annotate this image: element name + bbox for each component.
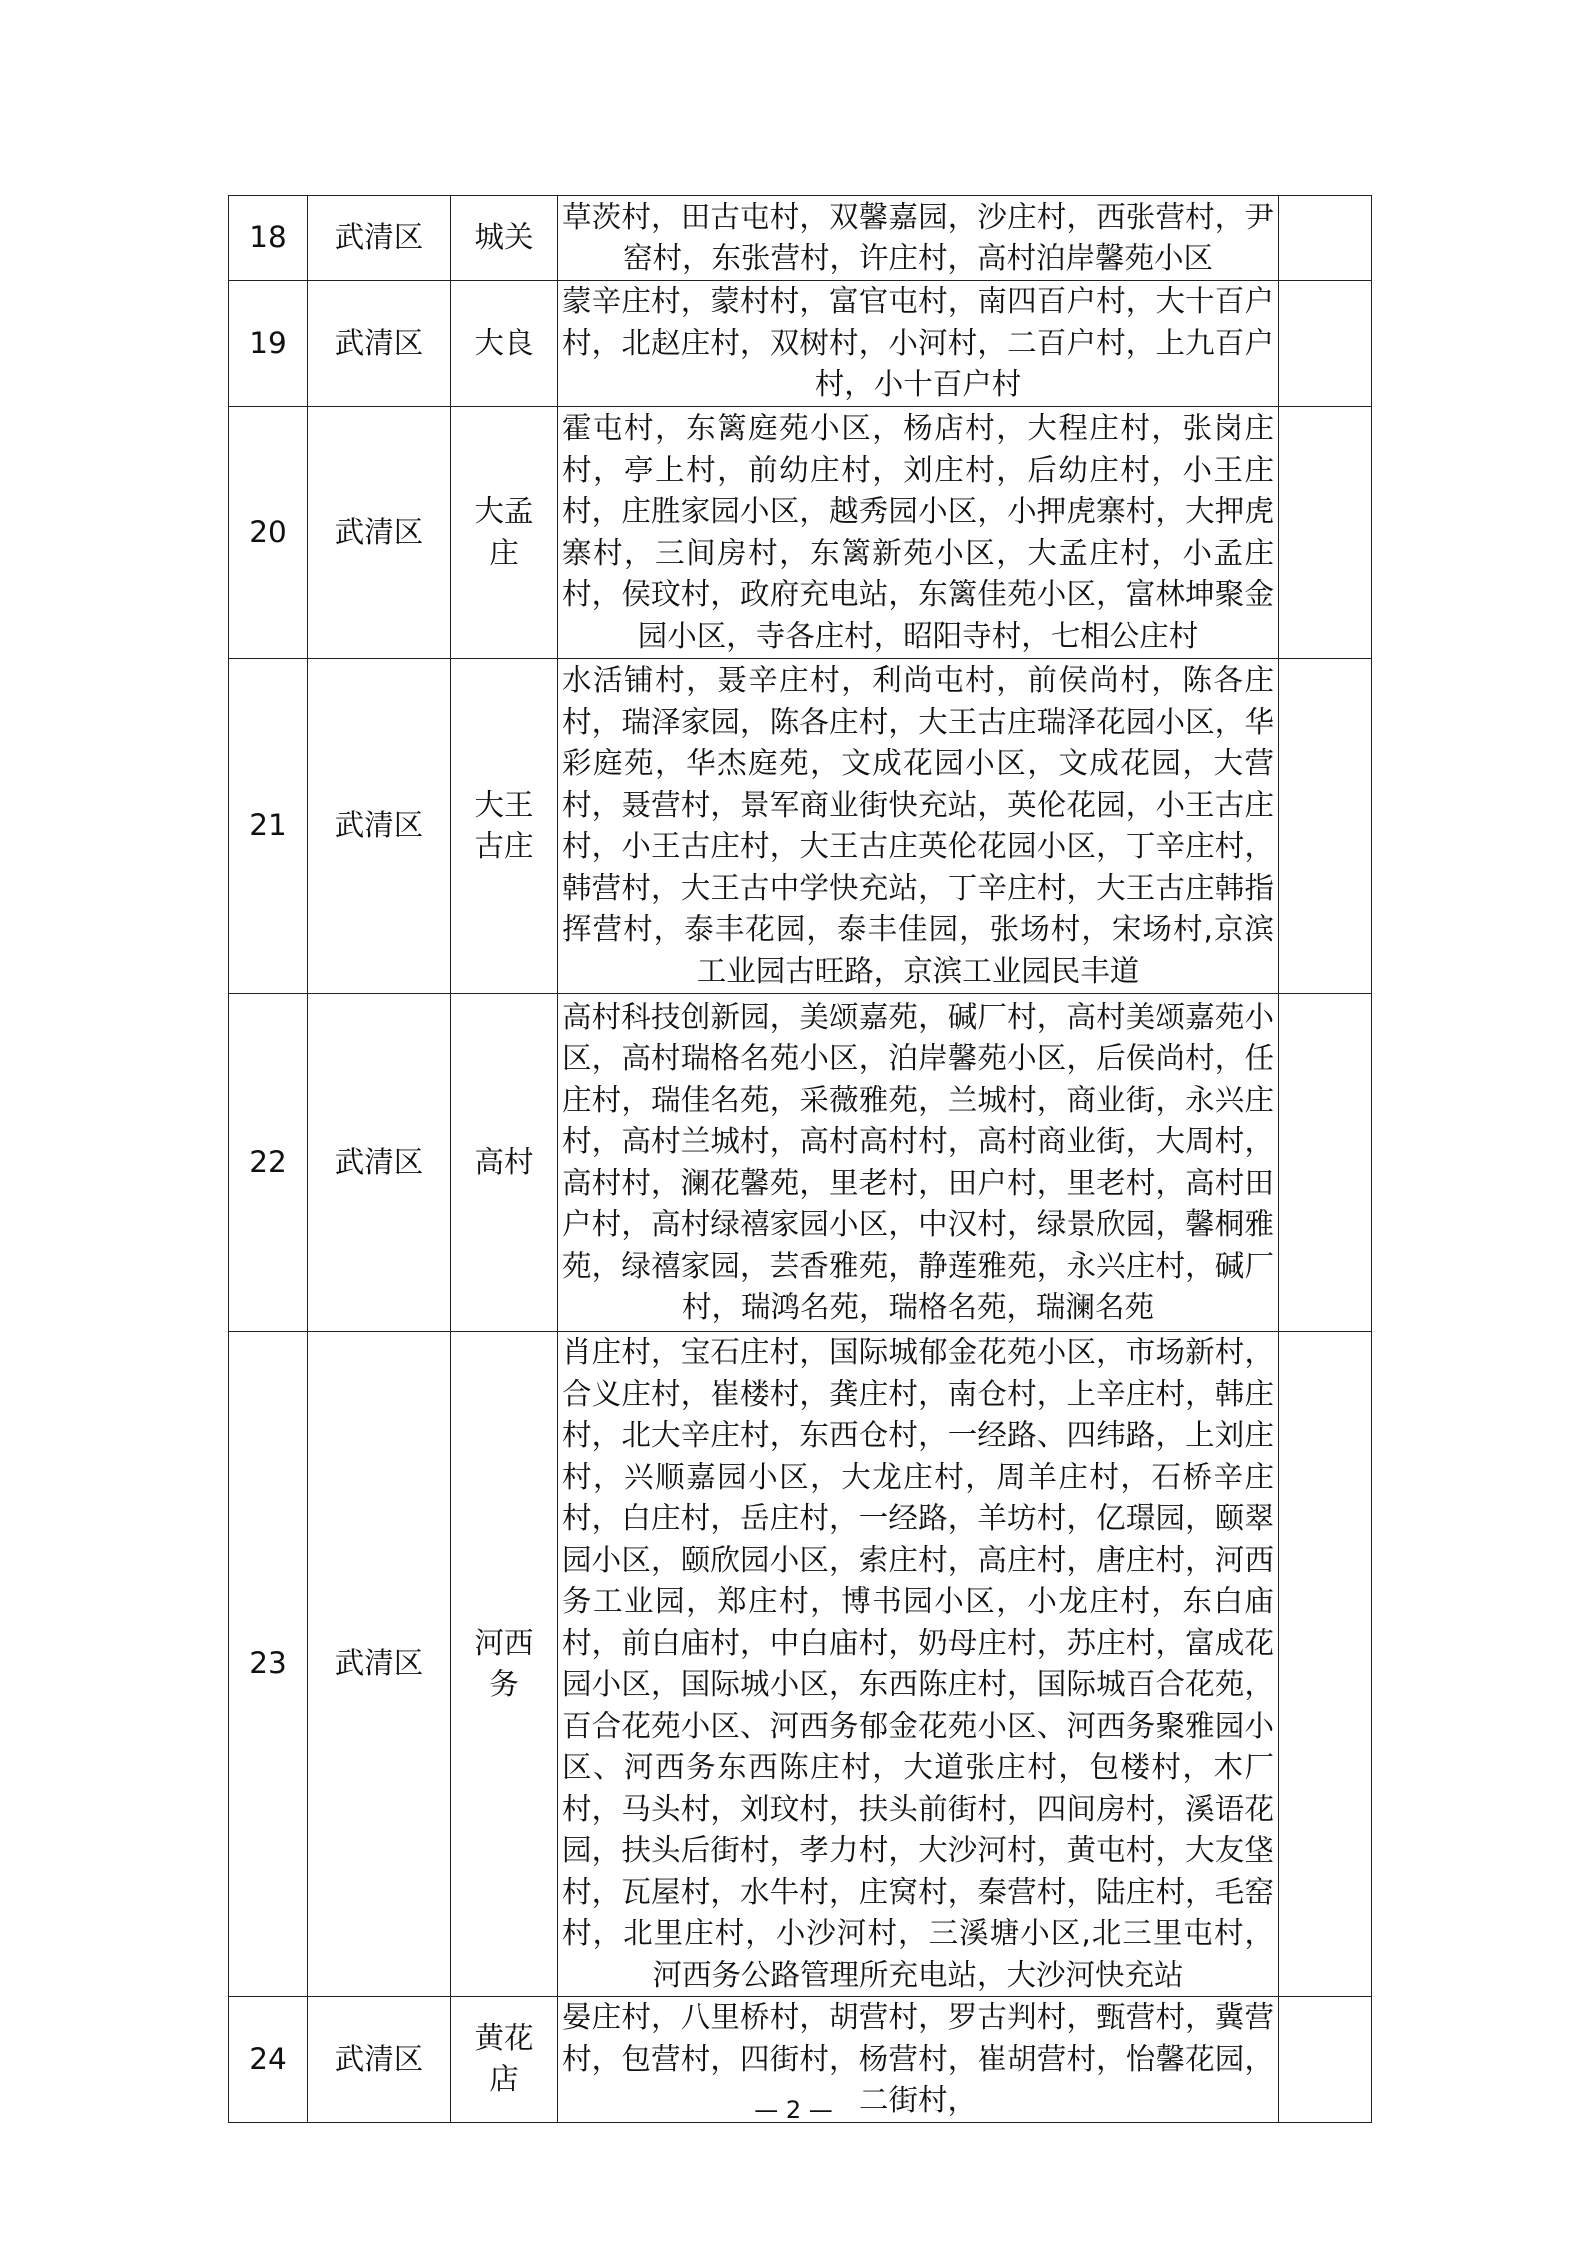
row-number: 19: [229, 281, 308, 407]
district-cell: 武清区: [308, 1332, 451, 1997]
town-cell: 城关: [451, 196, 558, 281]
row-number: 20: [229, 407, 308, 659]
town-cell: 黄花店: [451, 1997, 558, 2123]
remarks-cell: [1279, 994, 1372, 1332]
places-cell: 高村科技创新园，美颂嘉苑，碱厂村，高村美颂嘉苑小区，高村瑞格名苑小区，泊岸馨苑小区，后侯尚村，任庄村，瑞佳名苑，采薇雅苑，兰城村，商业街，永兴庄村，高村兰城村，高村高村村，高村商业街，大周村，高村村，澜花馨苑，里老村，田户村，里老村，高村田户村，高村绿禧家园小区，中汉村，绿景欣园，馨桐雅苑，绿禧家园，芸香雅苑，静莲雅苑，永兴庄村，碱厂村，瑞鸿名苑，瑞格名苑，瑞澜名苑: [558, 994, 1279, 1332]
places-cell: 晏庄村，八里桥村，胡营村，罗古判村，甄营村，冀营村，包营村，四街村，杨营村，崔胡营村，怡馨花园，二街村，: [558, 1997, 1279, 2123]
row-number: 21: [229, 659, 308, 994]
district-cell: 武清区: [308, 281, 451, 407]
row-number: 24: [229, 1997, 308, 2123]
remarks-cell: [1279, 196, 1372, 281]
table-row: [229, 1332, 1372, 1997]
town-cell: 大良: [451, 281, 558, 407]
row-number: 23: [229, 1332, 308, 1997]
town-cell: 高村: [451, 994, 558, 1332]
remarks-cell: [1279, 659, 1372, 994]
district-cell: 武清区: [308, 994, 451, 1332]
places-cell: 水活铺村，聂辛庄村，利尚屯村，前侯尚村，陈各庄村，瑞泽家园，陈各庄村，大王古庄瑞泽花园小区，华彩庭苑，华杰庭苑，文成花园小区，文成花园，大营村，聂营村，景军商业街快充站，英伦花园，小王古庄村，小王古庄村，大王古庄英伦花园小区，丁辛庄村，韩营村，大王古中学快充站，丁辛庄村，大王古庄韩指挥营村，泰丰花园，泰丰佳园，张场村，宋场村,京滨工业园古旺路，京滨工业园民丰道: [558, 659, 1279, 994]
places-cell: 霍屯村，东篱庭苑小区，杨店村，大程庄村，张岗庄村，亭上村，前幼庄村，刘庄村，后幼庄村，小王庄村，庄胜家园小区，越秀园小区，小押虎寨村，大押虎寨村，三间房村，东篱新苑小区，大孟庄村，小孟庄村，侯玟村，政府充电站，东篱佳苑小区，富林坤聚金园小区，寺各庄村，昭阳寺村，七相公庄村: [558, 407, 1279, 659]
places-cell: 肖庄村，宝石庄村，国际城郁金花苑小区，市场新村，合义庄村，崔楼村，龚庄村，南仓村，上辛庄村，韩庄村，北大辛庄村，东西仓村，一经路、四纬路，上刘庄村，兴顺嘉园小区，大龙庄村，周羊庄村，石桥辛庄村，白庄村，岳庄村，一经路，羊坊村，亿璟园，颐翠园小区，颐欣园小区，索庄村，高庄村，唐庄村，河西务工业园，郑庄村，博书园小区，小龙庄村，东白庙村，前白庙村，中白庙村，奶母庄村，苏庄村，富成花园小区，国际城小区，东西陈庄村，国际城百合花苑，百合花苑小区、河西务郁金花苑小区、河西务聚雅园小区、河西务东西陈庄村，大道张庄村，包楼村，木厂村，马头村，刘玟村，扶头前街村，四间房村，溪语花园，扶头后街村，孝力村，大沙河村，黄屯村，大友垡村，瓦屋村，水牛村，庄窝村，秦营村，陆庄村，毛窑村，北里庄村，小沙河村，三溪塘小区,北三里屯村，河西务公路管理所充电站，大沙河快充站: [558, 1332, 1279, 1997]
town-cell: 大王古庄: [451, 659, 558, 994]
table-row: [229, 407, 1372, 659]
table-row: [229, 994, 1372, 1332]
remarks-cell: [1279, 407, 1372, 659]
places-cell: 草茨村，田古屯村，双馨嘉园，沙庄村，西张营村，尹窑村，东张营村，许庄村，高村泊岸馨苑小区: [558, 196, 1279, 281]
row-number: 22: [229, 994, 308, 1332]
table-row: [229, 281, 1372, 407]
remarks-cell: [1279, 1332, 1372, 1997]
page-number: — 2 —: [754, 2096, 833, 2124]
district-cell: 武清区: [308, 1997, 451, 2123]
town-cell: 河西务: [451, 1332, 558, 1997]
town-cell: 大孟庄: [451, 407, 558, 659]
row-number: 18: [229, 196, 308, 281]
remarks-cell: [1279, 281, 1372, 407]
district-cell: 武清区: [308, 196, 451, 281]
district-cell: 武清区: [308, 659, 451, 994]
places-cell: 蒙辛庄村，蒙村村，富官屯村，南四百户村，大十百户村，北赵庄村，双树村，小河村，二百户村，上九百户村，小十百户村: [558, 281, 1279, 407]
table-row: [229, 659, 1372, 994]
charging-location-table: [228, 195, 1372, 2123]
district-cell: 武清区: [308, 407, 451, 659]
table-row: [229, 196, 1372, 281]
